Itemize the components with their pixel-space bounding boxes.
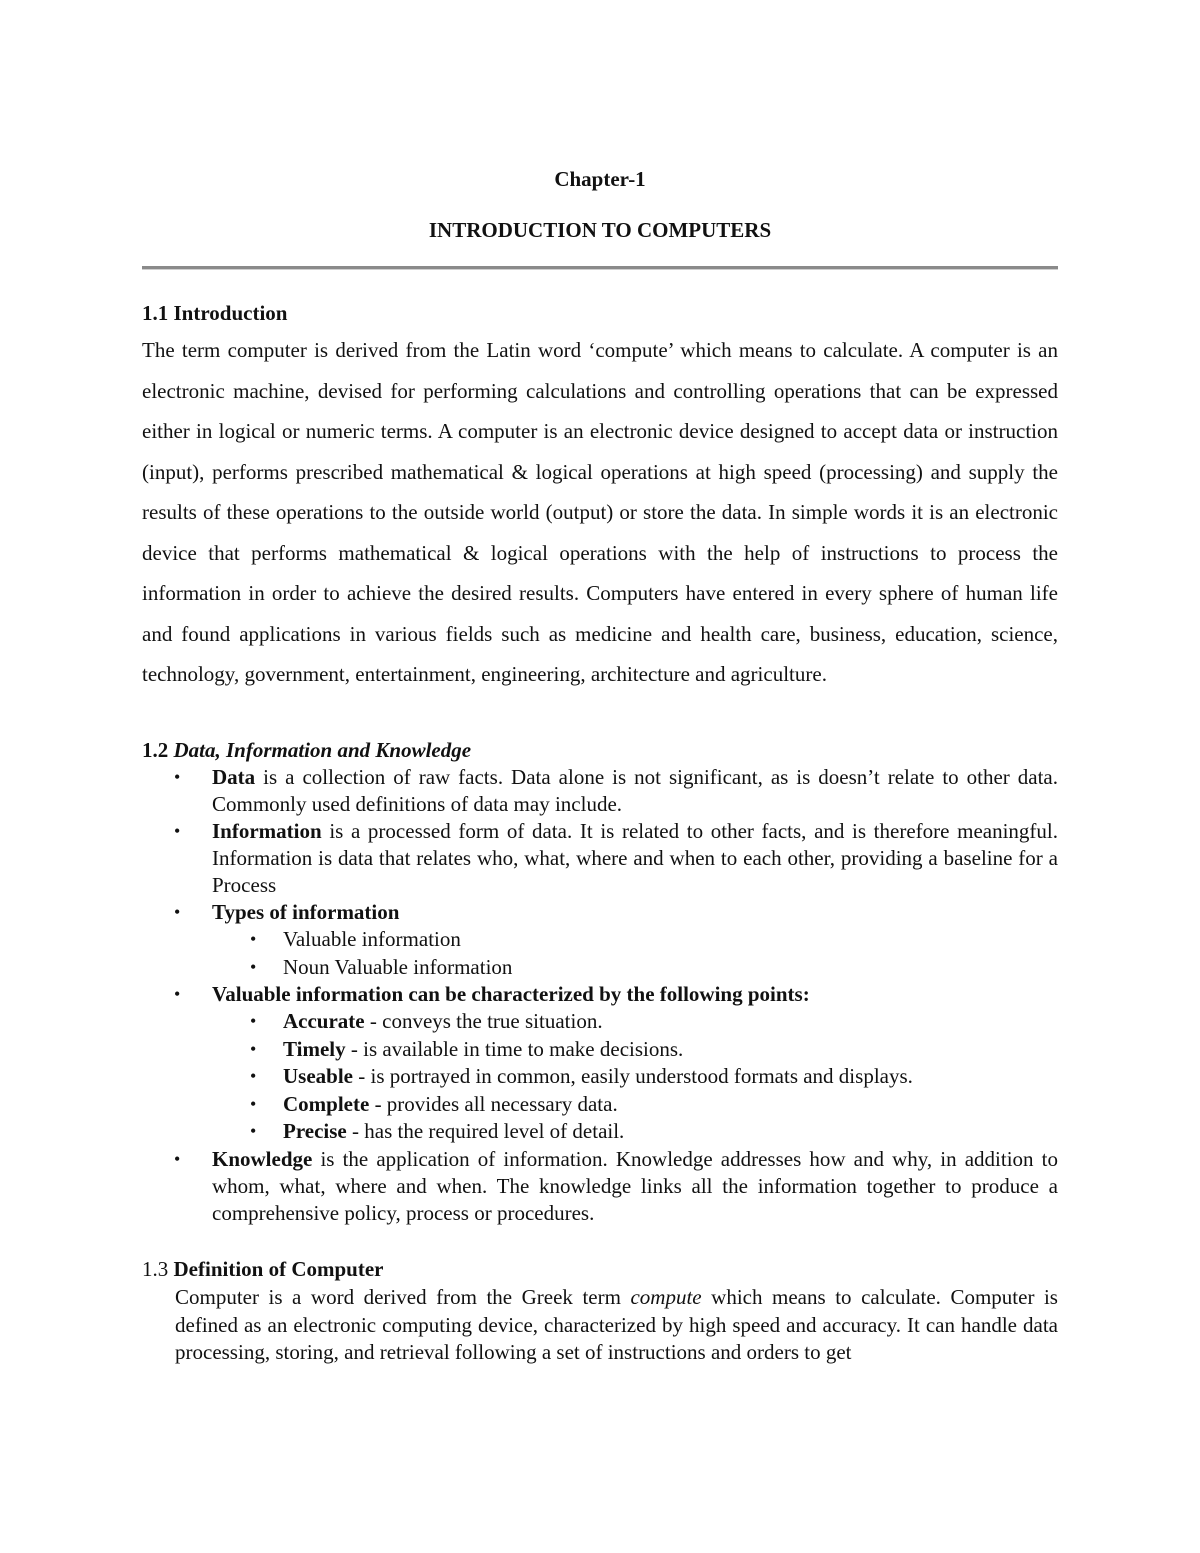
bullet-icon: • <box>174 1148 181 1169</box>
list-item-knowledge <box>0 1146 1058 1227</box>
list-term: Knowledge <box>212 1146 313 1171</box>
bullet-icon: • <box>174 902 181 922</box>
sub-item-text: - conveys the true situation. <box>364 1009 603 1033</box>
bullet-icon: • <box>250 1093 257 1114</box>
sub-item-text: - provides all necessary data. <box>369 1091 618 1116</box>
definition-text-start: Computer is a word derived from the Greek term <box>175 1285 631 1309</box>
list-item-types-of-information <box>0 899 1058 926</box>
list-item-valuable-information <box>0 981 1058 1008</box>
section-1-2-heading <box>142 738 471 763</box>
sub-item-characteristic <box>0 1036 1058 1064</box>
list-term: Information <box>212 819 322 843</box>
list-text: is a processed form of data. It is related to other facts, and is therefore meaningful. Information is data that relates who, what, where and when to each other, providing a baseline for a Process <box>212 819 1058 897</box>
list-text: is the application of information. Knowledge addresses how and why, in addition to whom, what, where and when. The knowledge links all the information together to produce a comprehensive policy, process or procedures. <box>212 1146 1058 1225</box>
section-1-1-body: The term computer is derived from the Latin word ‘compute’ which means to calculate. A computer is an electronic machine, devised for performing calculations and controlling operations that can be expressed either in logical or numeric terms. A computer is an electronic device designed to accept data or instruction (input), performs prescribed mathematical & logical operations at high speed (processing) and supply the results of these operations to the outside world (output) or store the data. In simple words it is an electronic device that performs mathematical & logical operations with the help of instructions to process the information in order to achieve the desired results. Computers have entered in every sphere of human life and found applications in various fields such as medicine and health care, business, education, science, technology, government, entertainment, engineering, architecture and agriculture. <box>142 338 1058 686</box>
sub-item-text: Valuable information <box>283 927 461 951</box>
sub-item-term: Precise <box>283 1119 347 1143</box>
sub-item-text: Noun Valuable information <box>283 954 513 979</box>
bullet-icon: • <box>174 767 181 787</box>
chapter-label: Chapter-1 <box>554 167 646 191</box>
sub-item-characteristic <box>0 1118 1058 1146</box>
sub-item-characteristic <box>0 1008 1058 1036</box>
bullet-icon: • <box>250 929 257 949</box>
definition-text-end: which means to calculate. Computer is defined as an electronic computing device, characterized by high speed and accuracy. It can handle data processing, storing, and retrieval following a set of instructions and orders to get <box>175 1285 1058 1364</box>
list-term: Types of information <box>212 900 400 924</box>
section-1-3-number: 1.3 <box>142 1257 169 1281</box>
data-information-list <box>0 764 1200 1227</box>
section-1-2-number: 1.2 <box>142 738 169 762</box>
sub-item-text: - has the required level of detail. <box>346 1119 625 1143</box>
horizontal-rule <box>142 266 1058 270</box>
sub-item-term: Timely <box>283 1036 346 1061</box>
bullet-icon: • <box>250 1038 257 1059</box>
section-1-1-heading: 1.1 Introduction <box>142 301 288 325</box>
bullet-icon: • <box>250 956 257 977</box>
chapter-title: INTRODUCTION TO COMPUTERS <box>428 218 772 242</box>
bullet-icon: • <box>250 1066 257 1086</box>
sub-item-term: Useable <box>283 1064 353 1088</box>
list-term: Valuable information can be characterized by the following points: <box>212 982 810 1006</box>
bullet-icon: • <box>250 1011 257 1031</box>
bullet-icon: • <box>174 984 181 1004</box>
list-term: Data <box>212 765 256 789</box>
list-item-information <box>0 818 1058 899</box>
list-item-data <box>0 764 1058 818</box>
bullet-icon: • <box>174 821 181 841</box>
bullet-icon: • <box>250 1121 257 1141</box>
sub-item-characteristic <box>0 1063 1058 1091</box>
sub-item-text: - is available in time to make decisions. <box>345 1036 684 1061</box>
sub-item-type <box>0 926 1058 954</box>
section-1-2-title: Data, Information and Knowledge <box>173 738 472 762</box>
sub-item-text: - is portrayed in common, easily understood formats and displays. <box>353 1064 913 1088</box>
section-1-3-body <box>175 1284 1058 1367</box>
sub-item-term: Complete <box>283 1091 370 1116</box>
section-1-3-heading <box>142 1257 383 1282</box>
sub-item-type <box>0 954 1058 982</box>
definition-italic-term: compute <box>630 1285 702 1309</box>
list-text: is a collection of raw facts. Data alone is not significant, as is doesn’t relate to other data. Commonly used definitions of data may include. <box>212 765 1058 816</box>
sub-item-term: Accurate <box>283 1009 365 1033</box>
section-1-3-title: Definition of Computer <box>173 1257 384 1281</box>
sub-item-characteristic <box>0 1091 1058 1119</box>
